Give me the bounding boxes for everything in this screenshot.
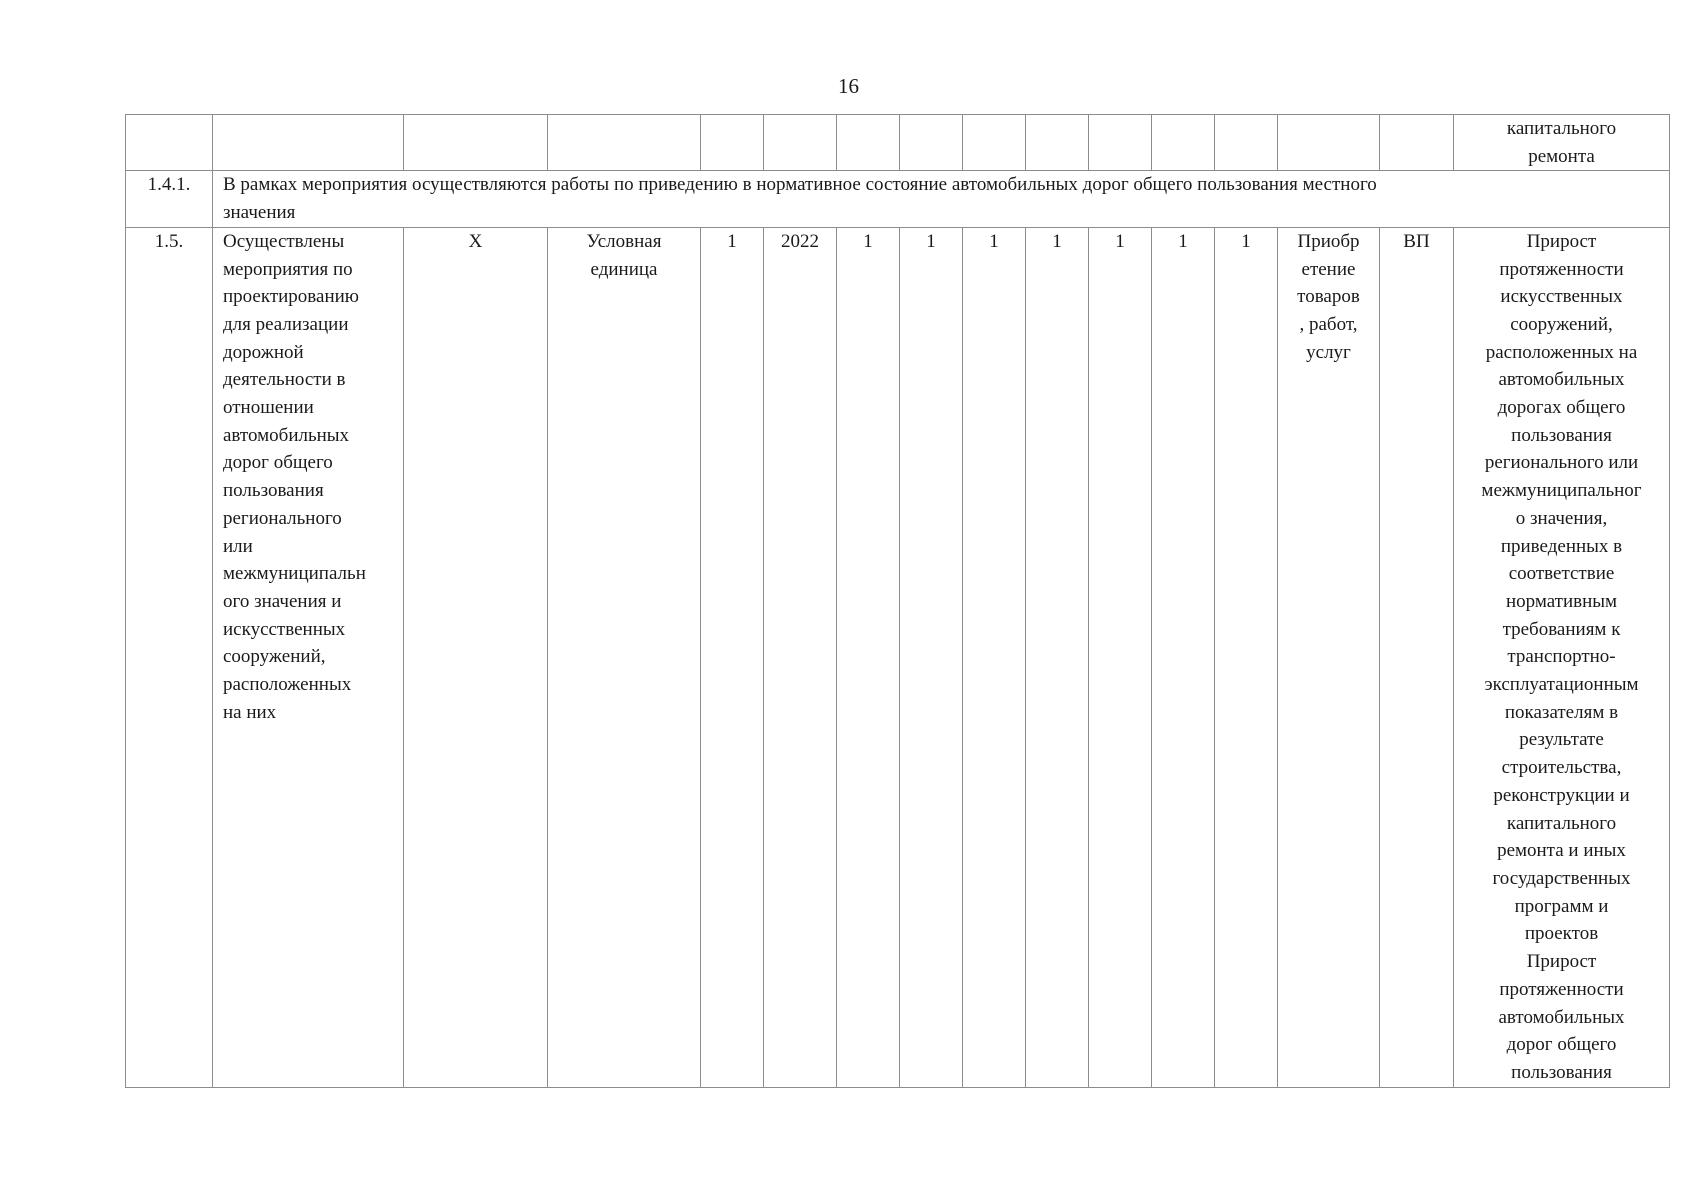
- cell: [1215, 115, 1278, 171]
- text-line: транспортно-: [1507, 646, 1616, 668]
- cell: [963, 115, 1026, 171]
- text-line: или: [223, 535, 253, 557]
- text-line: Прирост: [1526, 951, 1597, 973]
- text-line: дорог общего: [1506, 1034, 1617, 1056]
- text-line: результате: [1519, 729, 1604, 751]
- table-row-section: [126, 171, 1670, 227]
- text-line: дорожной: [223, 341, 304, 363]
- text-line: мероприятия по: [223, 258, 353, 280]
- continued-result-cell: [1454, 115, 1670, 171]
- text-line: государственных: [1492, 867, 1631, 889]
- item-base-value: 1: [701, 227, 764, 1087]
- text-line: межмуниципальног: [1481, 480, 1642, 502]
- item-value-4: 1: [1026, 227, 1089, 1087]
- text-line: приведенных в: [1500, 535, 1623, 557]
- item-value-5: 1: [1089, 227, 1152, 1087]
- text-line: регионального или: [1484, 452, 1639, 474]
- text-line: автомобильных: [1498, 369, 1625, 391]
- measures-table: [125, 114, 1670, 1088]
- text-line: деятельности в: [223, 369, 346, 391]
- item-unit: [548, 227, 701, 1087]
- text-line: соответствие: [1508, 563, 1615, 585]
- text-line: В рамках мероприятия осуществляются работы по приведению в нормативное состояние автомобильных дорог общего пользования местного: [223, 174, 1377, 196]
- text-line: , работ,: [1299, 313, 1358, 335]
- cell: [1026, 115, 1089, 171]
- text-line: для реализации: [223, 313, 349, 335]
- text-line: протяженности: [1499, 978, 1624, 1000]
- item-type: [1278, 227, 1380, 1087]
- text-line: ремонта: [1528, 145, 1595, 167]
- item-result: [1454, 227, 1670, 1087]
- item-value-2: 1: [900, 227, 963, 1087]
- text-line: реконструкции и: [1493, 784, 1630, 806]
- text-line: дорогах общего: [1497, 397, 1626, 419]
- text-line: етение: [1301, 258, 1356, 280]
- cell: [548, 115, 701, 171]
- text-line: дорог общего: [223, 452, 333, 474]
- item-name: [213, 227, 404, 1087]
- text-line: программ и: [1514, 895, 1609, 917]
- text-line: регионального: [223, 507, 342, 529]
- item-base-year: 2022: [764, 227, 837, 1087]
- cell: [900, 115, 963, 171]
- item-value-7: 1: [1215, 227, 1278, 1087]
- cell: [404, 115, 548, 171]
- text-line: пользования: [223, 480, 324, 502]
- text-line: Условная: [586, 230, 662, 252]
- text-line: услуг: [1306, 341, 1351, 363]
- cell: [1278, 115, 1380, 171]
- item-marker: Х: [404, 227, 548, 1087]
- section-number: 1.4.1.: [126, 171, 213, 227]
- cell: [701, 115, 764, 171]
- item-number: 1.5.: [126, 227, 213, 1087]
- text-line: протяженности: [1499, 258, 1624, 280]
- text-line: товаров: [1297, 286, 1360, 308]
- text-line: на них: [223, 701, 277, 723]
- text-line: показателям в: [1504, 701, 1619, 723]
- text-line: проектов: [1524, 923, 1599, 945]
- text-line: проектированию: [223, 286, 359, 308]
- text-line: расположенных: [223, 674, 352, 696]
- table-row-continued: [126, 115, 1670, 171]
- page-number: 16: [838, 74, 859, 98]
- text-line: сооружений,: [223, 646, 326, 668]
- item-value-6: 1: [1152, 227, 1215, 1087]
- text-line: Прирост: [1526, 230, 1597, 252]
- text-line: сооружений,: [1510, 313, 1613, 335]
- cell: [126, 115, 213, 171]
- cell: [1152, 115, 1215, 171]
- text-line: пользования: [1511, 424, 1612, 446]
- text-line: пользования: [1511, 1061, 1612, 1083]
- cell: [764, 115, 837, 171]
- table-row-item: [126, 227, 1670, 1087]
- text-line: межмуниципальн: [223, 563, 366, 585]
- text-line: ремонта и иных: [1497, 840, 1626, 862]
- text-line: нормативным: [1505, 590, 1618, 612]
- text-line: отношении: [223, 397, 314, 419]
- item-value-1: 1: [837, 227, 900, 1087]
- text-line: расположенных на: [1485, 341, 1638, 363]
- text-line: Осуществлены: [223, 230, 345, 252]
- text-line: требованиям к: [1502, 618, 1621, 640]
- text-line: капитального: [1506, 812, 1617, 834]
- item-value-3: 1: [963, 227, 1026, 1087]
- text-line: автомобильных: [223, 424, 350, 446]
- text-line: единица: [590, 258, 658, 280]
- cell: [213, 115, 404, 171]
- text-line: эксплуатационным: [1484, 674, 1639, 696]
- text-line: автомобильных: [1498, 1006, 1625, 1028]
- cell: [1380, 115, 1454, 171]
- text-line: капитального: [1506, 118, 1617, 139]
- text-line: строительства,: [1501, 757, 1622, 779]
- text-line: искусственных: [1500, 286, 1623, 308]
- cell: [837, 115, 900, 171]
- text-line: Приобр: [1297, 230, 1360, 252]
- text-line: значения: [223, 202, 296, 224]
- text-line: ого значения и: [223, 590, 342, 612]
- text-line: искусственных: [223, 618, 346, 640]
- section-description: [213, 171, 1670, 227]
- cell: [1089, 115, 1152, 171]
- item-code: ВП: [1380, 227, 1454, 1087]
- text-line: о значения,: [1515, 507, 1608, 529]
